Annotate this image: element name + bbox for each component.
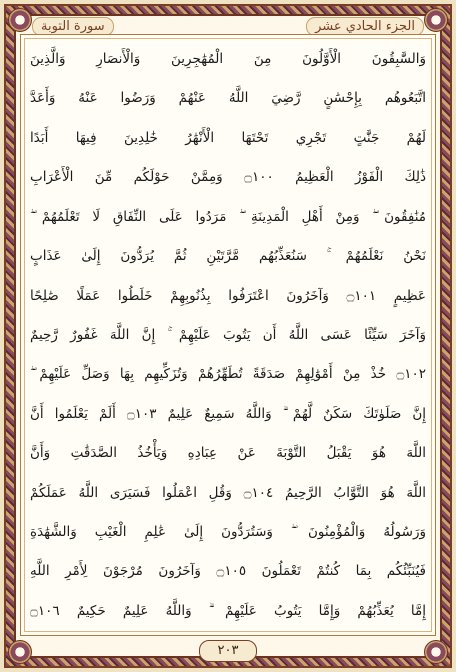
text-line: نَحْنُ نَعْلَمُهُمْ ۚ سَنُعَذِّبُهُم مَّرَّتَيْنِ ثُمَّ يُرَدُّونَ إِلَىٰ عَذَابٍ [30, 248, 426, 265]
surah-name-label: سورة التوبة [32, 17, 114, 36]
text-line: ذَٰلِكَ الْفَوْزُ الْعَظِيمُ ۝١٠٠ وَمِمَّنْ حَوْلَكُم مِّنَ الْأَعْرَابِ [30, 169, 426, 186]
text-line: اللَّهَ هُوَ يَقْبَلُ التَّوْبَةَ عَنْ عِبَادِهِ وَيَأْخُذُ الصَّدَقَٰتِ وَأَنَّ [30, 445, 426, 462]
text-line: ۝١٠٢ خُذْ مِنْ أَمْوَٰلِهِمْ صَدَقَةً تُطَهِّرُهُمْ وَتُزَكِّيهِم بِهَا وَصَلِّ عَلَيْهِمْ ۖ [30, 366, 426, 383]
page-header [20, 16, 436, 36]
corner-ornament-icon [424, 640, 448, 664]
text-line: وَآخَرَ سَيِّئًا عَسَى اللَّهُ أَن يَتُوبَ عَلَيْهِمْ ۚ إِنَّ اللَّهَ غَفُورٌ رَّحِيمٌ [30, 326, 426, 343]
corner-ornament-icon [8, 640, 32, 664]
quran-text [30, 42, 426, 628]
text-line: وَرَسُولُهُ وَالْمُؤْمِنُونَ ۖ وَسَتُرَدُّونَ إِلَىٰ عَٰلِمِ الْغَيْبِ وَالشَّهَٰدَةِ [30, 524, 426, 541]
page-number: ٢٠٣ [199, 640, 257, 662]
text-line: وَالسَّٰبِقُونَ الْأَوَّلُونَ مِنَ الْمُهَٰجِرِينَ وَالْأَنصَارِ وَالَّذِينَ [30, 51, 426, 67]
juz-label: الجزء الحادي عشر [306, 17, 424, 36]
text-line: لَهُمْ جَنَّٰتٍ تَجْرِي تَحْتَهَا الْأَنْهَٰرُ خَٰلِدِينَ فِيهَا أَبَدًا [30, 129, 426, 146]
text-line: مُنَٰفِقُونَ ۖ وَمِنْ أَهْلِ الْمَدِينَةِ ۖ مَرَدُوا عَلَى النِّفَاقِ لَا تَعْلَمُهُمْ ۖ [30, 208, 426, 225]
text-line: فَيُنَبِّئُكُم بِمَا كُنتُمْ تَعْمَلُونَ ۝١٠٥ وَآخَرُونَ مُرْجَوْنَ لِأَمْرِ اللَّهِ [30, 563, 426, 580]
text-line: اتَّبَعُوهُم بِإِحْسَٰنٍ رَّضِيَ اللَّهُ عَنْهُمْ وَرَضُوا عَنْهُ وَأَعَدَّ [30, 90, 426, 107]
text-line: عَظِيمٍ ۝١٠١ وَآخَرُونَ اعْتَرَفُوا بِذُنُوبِهِمْ خَلَطُوا عَمَلًا صَٰلِحًا [30, 287, 426, 304]
text-line: إِنَّ صَلَوٰتَكَ سَكَنٌ لَّهُمْ ۗ وَاللَّهُ سَمِيعٌ عَلِيمٌ ۝١٠٣ أَلَمْ يَعْلَمُوا أَنَّ [30, 405, 426, 422]
text-line: إِمَّا يُعَذِّبُهُمْ وَإِمَّا يَتُوبُ عَلَيْهِمْ ۗ وَاللَّهُ عَلِيمٌ حَكِيمٌ ۝١٠٦ [30, 602, 426, 619]
text-line: اللَّهَ هُوَ التَّوَّابُ الرَّحِيمُ ۝١٠٤ وَقُلِ اعْمَلُوا فَسَيَرَى اللَّهُ عَمَلَكُمْ [30, 484, 426, 501]
